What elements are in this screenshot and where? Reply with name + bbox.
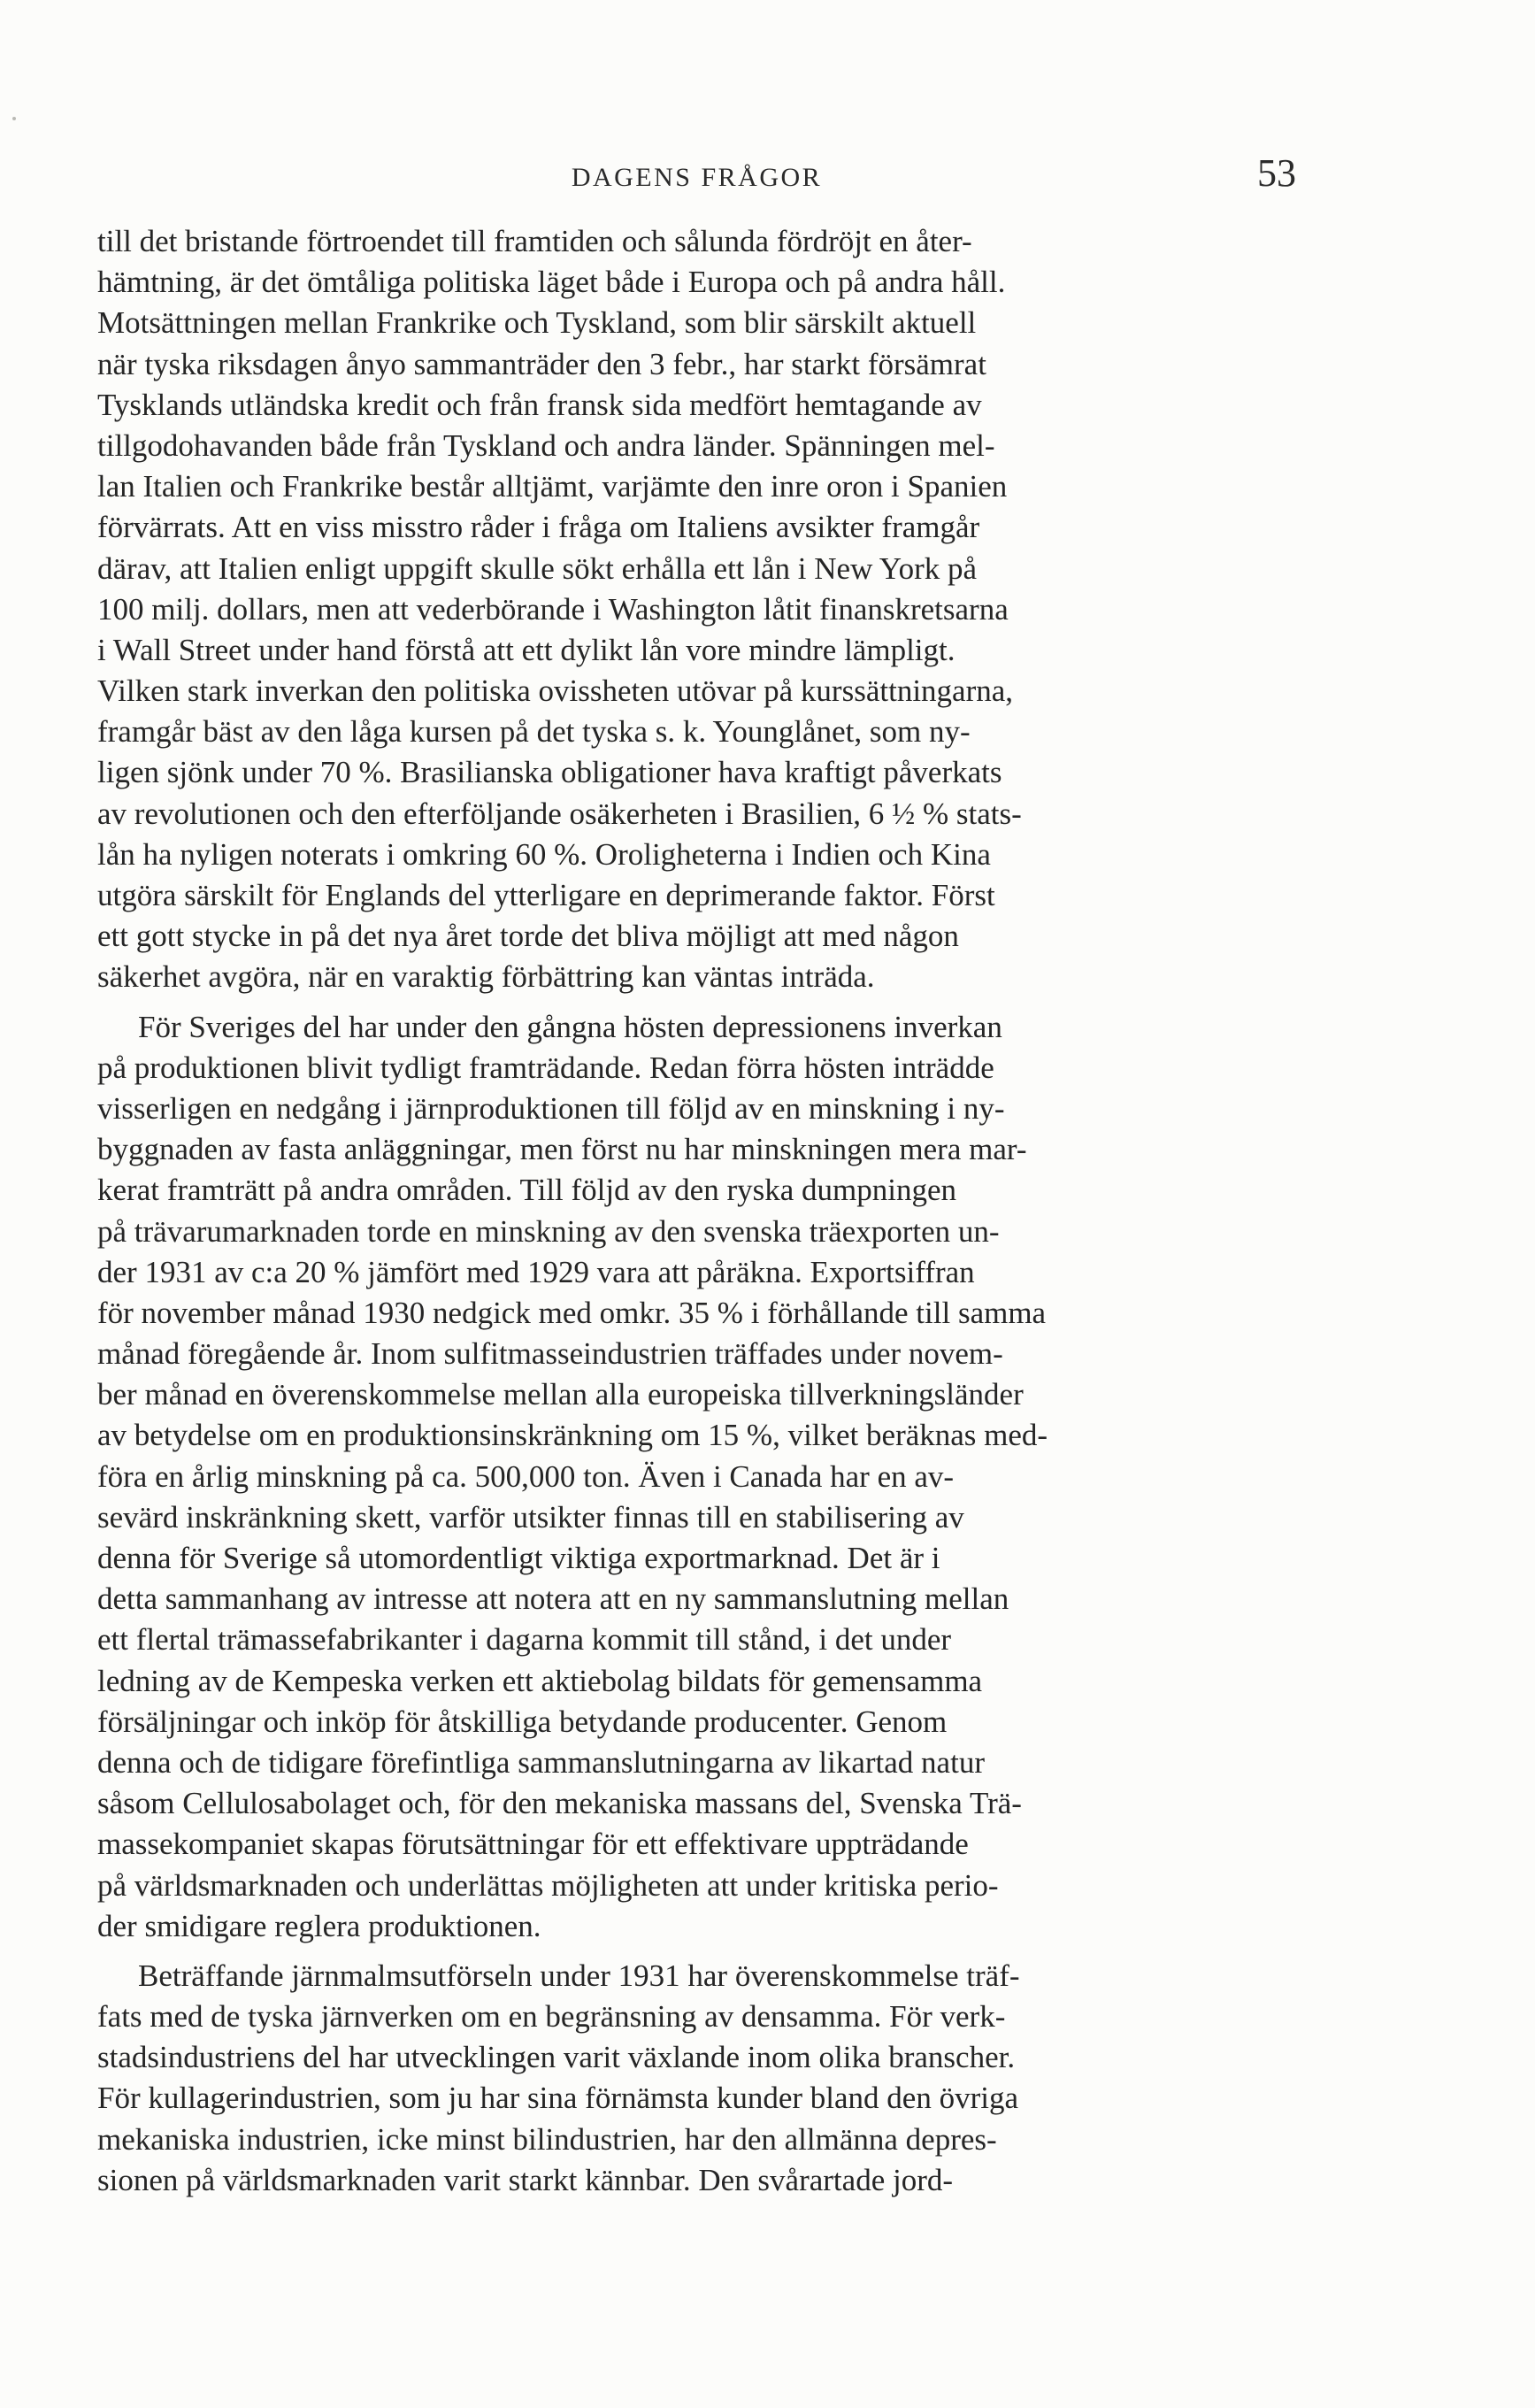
text-line: kerat framträtt på andra områden. Till följd av den ryska dumpningen	[97, 1173, 956, 1208]
text-line: detta sammanhang av intresse att notera att en ny sammanslutning mellan	[97, 1581, 1009, 1617]
text-line: fats med de tyska järnverken om en begränsning av densamma. För verk-	[97, 1999, 1006, 2035]
text-line: ber månad en överenskommelse mellan alla europeiska tillverkningsländer	[97, 1377, 1024, 1412]
text-line: framgår bäst av den låga kursen på det tyska s. k. Younglånet, som ny-	[97, 714, 971, 750]
text-line: För kullagerindustrien, som ju har sina förnämsta kunder bland den övriga	[97, 2081, 1019, 2116]
text-line: på produktionen blivit tydligt framträdande. Redan förra hösten inträdde	[97, 1050, 994, 1085]
page-number: 53	[1257, 151, 1296, 195]
paragraph	[97, 221, 1265, 998]
text-line: utgöra särskilt för Englands del ytterligare en deprimerande faktor. Först	[97, 878, 995, 912]
paragraph	[97, 1956, 1265, 2201]
text-line: denna för Sverige så utomordentligt viktiga exportmarknad. Det är i	[97, 1541, 940, 1575]
text-line: der 1931 av c:a 20 % jämfört med 1929 vara att påräkna. Exportsiffran	[97, 1254, 975, 1289]
text-line: ligen sjönk under 70 %. Brasilianska obligationer hava kraftigt påverkats	[97, 755, 1002, 790]
text-line: såsom Cellulosabolaget och, för den mekaniska massans del, Svenska Trä-	[97, 1786, 1022, 1821]
text-line: visserligen en nedgång i järnproduktionen till följd av en minskning i ny-	[97, 1090, 1005, 1126]
text-line: tillgodohavanden både från Tyskland och andra länder. Spänningen mel-	[97, 427, 995, 463]
text-line: stadsindustriens del har utvecklingen varit växlande inom olika branscher.	[97, 2040, 1016, 2075]
running-head: DAGENS FRÅGOR	[571, 163, 823, 192]
text-line: till det bristande förtroendet till framtiden och sålunda fördröjt en åter-	[97, 224, 972, 258]
page-header	[97, 149, 1296, 202]
text-line: av revolutionen och den efterföljande osäkerheten i Brasilien, 6 ½ % stats-	[97, 796, 1022, 831]
text-line: på trävarumarknaden torde en minskning av den svenska träexporten un-	[97, 1213, 1000, 1249]
text-line: i Wall Street under hand förstå att ett dylikt lån vore mindre lämpligt.	[97, 632, 956, 667]
margin-speck	[12, 117, 16, 120]
text-line: der smidigare reglera produktionen.	[97, 1908, 541, 1943]
text-line: föra en årlig minskning på ca. 500,000 ton. Även i Canada har en av-	[97, 1458, 955, 1494]
text-line: Vilken stark inverkan den politiska ovissheten utövar på kurssättningarna,	[97, 673, 1014, 709]
text-line: hämtning, är det ömtåliga politiska läget både i Europa och på andra håll.	[97, 265, 1006, 300]
paragraph	[97, 1007, 1265, 1947]
text-line: byggnaden av fasta anläggningar, men först nu har minskningen mera mar-	[97, 1132, 1027, 1167]
text-line: när tyska riksdagen ånyo sammanträder den 3 febr., har starkt försämrat	[97, 346, 986, 381]
text-line: på världsmarknaden och underlättas möjligheten att under kritiska perio-	[97, 1867, 999, 1903]
text-line: lån ha nyligen noterats i omkring 60 %. Oroligheterna i Indien och Kina	[97, 836, 991, 872]
text-line: För Sveriges del har under den gångna hösten depressionens inverkan	[138, 1009, 1002, 1044]
text-line: försäljningar och inköp för åtskilliga betydande producenter. Genom	[97, 1704, 948, 1739]
text-line: ett gott stycke in på det nya året torde det bliva möjligt att med någon	[97, 919, 959, 954]
text-line: för november månad 1930 nedgick med omkr. 35 % i förhållande till samma	[97, 1295, 1047, 1330]
text-line: av betydelse om en produktionsinskränkning om 15 %, vilket beräknas med-	[97, 1418, 1048, 1453]
text-line: lan Italien och Frankrike består alltjämt, varjämte den inre oron i Spanien	[97, 469, 1008, 504]
text-line: massekompaniet skapas förutsättningar för ett effektivare uppträdande	[97, 1827, 969, 1862]
text-line: sionen på världsmarknaden varit starkt kännbar. Den svårartade jord-	[97, 2162, 954, 2197]
text-line: därav, att Italien enligt uppgift skulle sökt erhålla ett lån i New York på	[97, 550, 978, 586]
text-line: ett flertal trämassefabrikanter i dagarna kommit till stånd, i det under	[97, 1622, 952, 1658]
text-line: ledning av de Kempeska verken ett aktiebolag bildats för gemensamma	[97, 1663, 983, 1698]
article-body	[97, 221, 1265, 2201]
text-line: mekaniska industrien, icke minst bilindustrien, har den allmänna depres-	[97, 2121, 997, 2157]
text-line: 100 milj. dollars, men att vederbörande i Washington låtit finanskretsarna	[97, 591, 1009, 627]
text-line: denna och de tidigare förefintliga sammanslutningarna av likartad natur	[97, 1744, 985, 1780]
text-line: månad föregående år. Inom sulfitmasseindustrien träffades under novem-	[97, 1336, 1003, 1372]
text-line: sevärd inskränkning skett, varför utsikter finnas till en stabilisering av	[97, 1499, 964, 1535]
text-line: Motsättningen mellan Frankrike och Tyskland, som blir särskilt aktuell	[97, 305, 977, 341]
text-line: Tysklands utländska kredit och från fransk sida medfört hemtagande av	[97, 387, 982, 422]
text-line: Beträffande järnmalmsutförseln under 1931 har överenskommelse träf-	[138, 1958, 1020, 1993]
text-line: förvärrats. Att en viss misstro råder i fråga om Italiens avsikter framgår	[97, 510, 980, 545]
text-line: säkerhet avgöra, när en varaktig förbättring kan väntas inträda.	[97, 959, 875, 995]
